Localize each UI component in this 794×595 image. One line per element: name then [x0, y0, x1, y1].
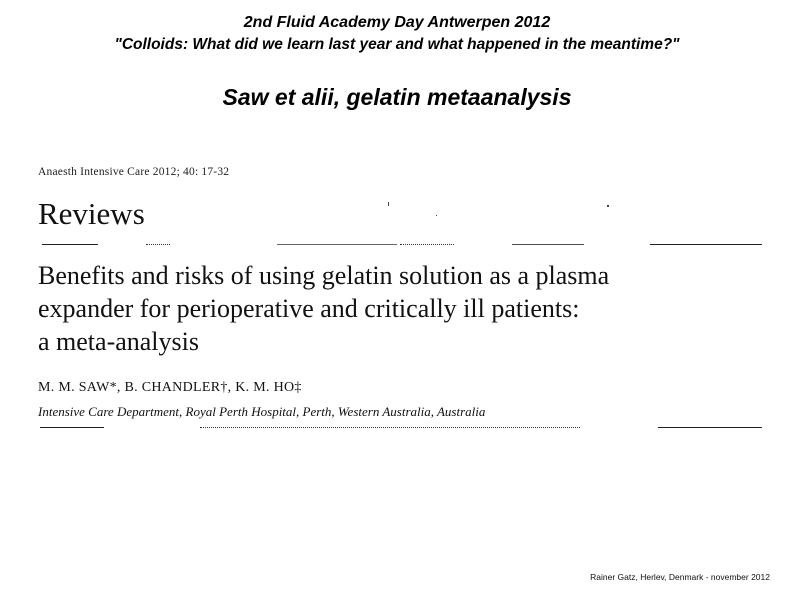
scan-rule [658, 427, 762, 428]
scan-rule [512, 244, 584, 245]
conference-session-title: "Colloids: What did we learn last year and what happened in the meantime?" [114, 36, 680, 53]
scan-rule [200, 427, 580, 428]
scan-rule [42, 244, 98, 245]
slide-footer: Rainer Gatz, Herlev, Denmark - november 2012 [590, 572, 770, 582]
scan-rule [40, 427, 104, 428]
article-title-line: expander for perioperative and critically ill patients: [38, 294, 580, 323]
article-title-line: Benefits and risks of using gelatin solution as a plasma [38, 261, 610, 290]
journal-citation: Anaesth Intensive Care 2012; 40: 17-32 [38, 166, 230, 178]
scan-speck [388, 202, 389, 206]
article-title-line: a meta-analysis [38, 327, 199, 356]
author-affiliation: Intensive Care Department, Royal Perth Hospital, Perth, Western Australia, Australia [38, 404, 486, 419]
scan-rule [400, 244, 454, 245]
scan-rule [146, 244, 170, 245]
scan-speck [436, 215, 437, 216]
slide-title: Saw et alii, gelatin metaanalysis [222, 84, 572, 110]
article-authors: M. M. SAW*, B. CHANDLER†, K. M. HO‡ [38, 380, 302, 395]
scan-speck [607, 205, 609, 207]
scan-rule [277, 244, 397, 245]
conference-name: 2nd Fluid Academy Day Antwerpen 2012 [243, 14, 551, 31]
scan-rule [650, 244, 762, 245]
section-label: Reviews [38, 196, 145, 231]
article-title [38, 259, 778, 358]
